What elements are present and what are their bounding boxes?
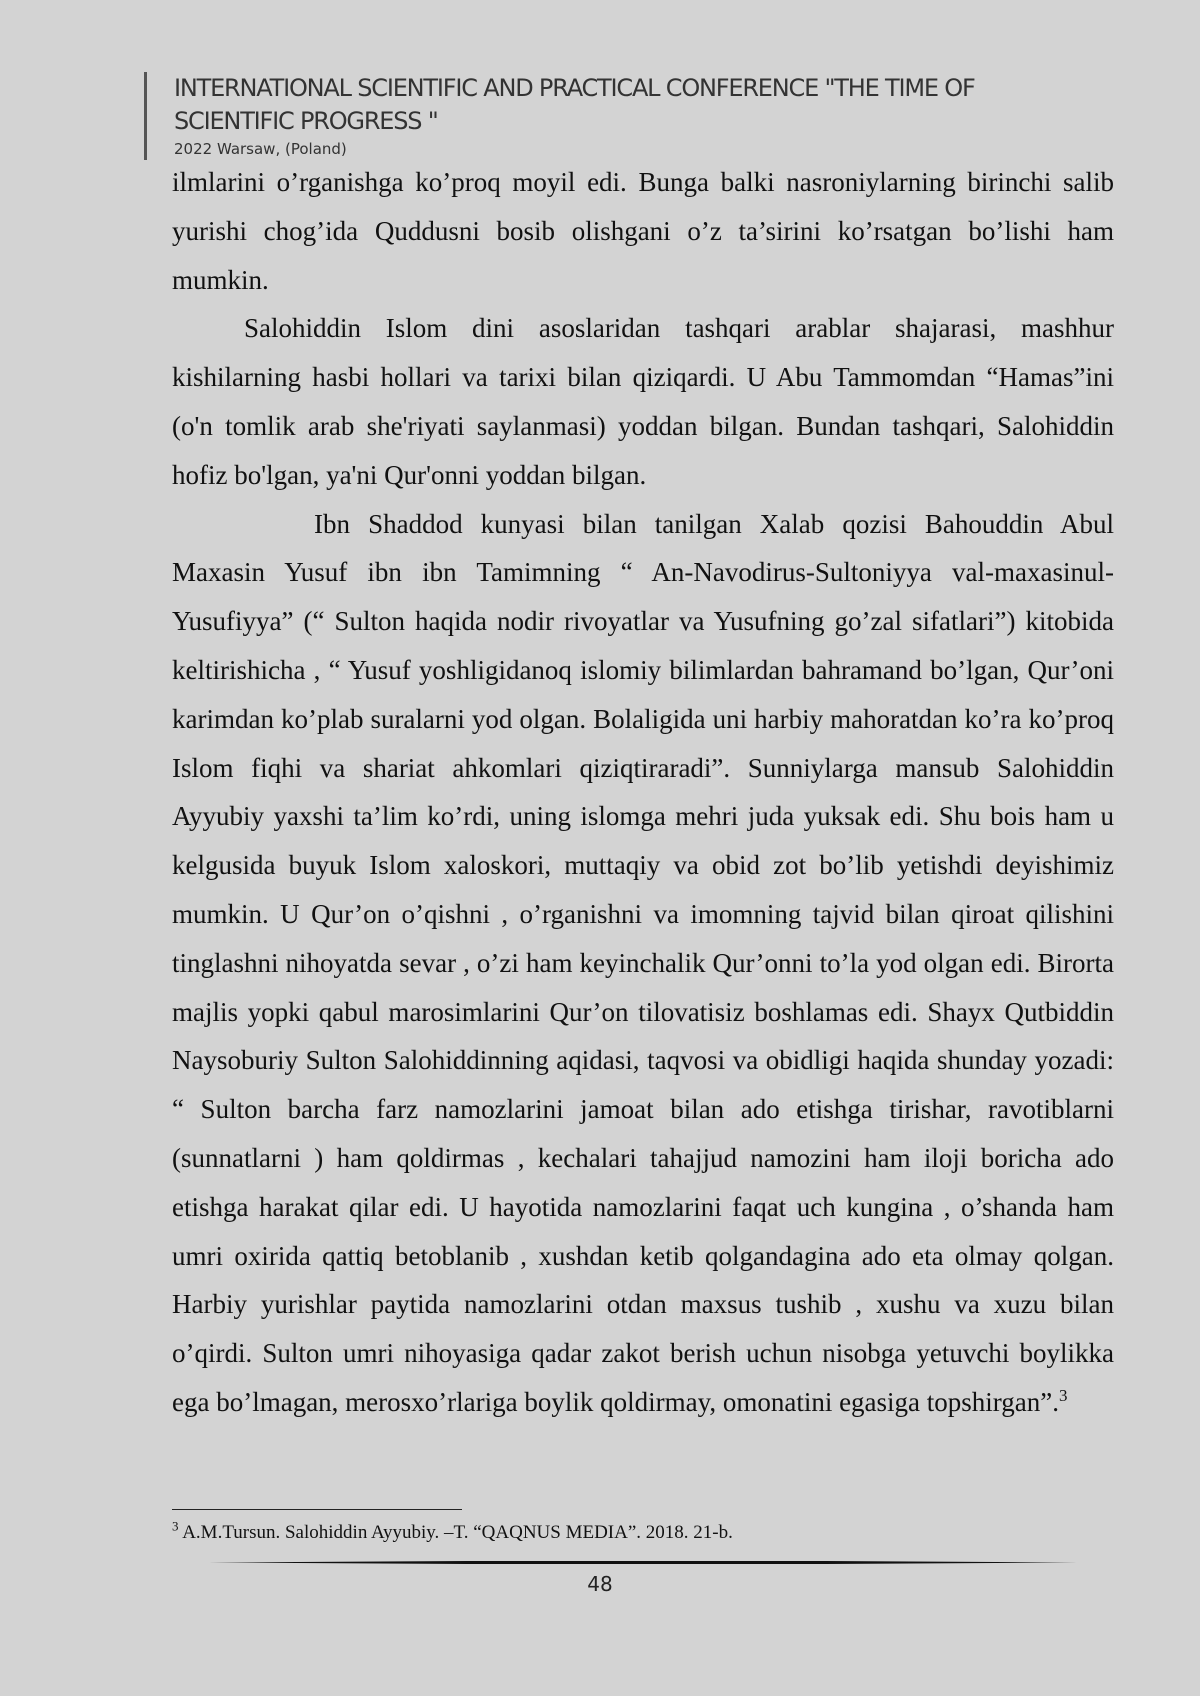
footer-rule <box>208 1560 1078 1565</box>
paragraph-2: Salohiddin Islom dini asoslaridan tashqari arablar shajarasi, mashhur kishilarning hasbi hollari va tarixi bilan qiziqardi. U Abu Tammomdan “Hamas”ini (o'n tomlik arab she'riyati saylanmasi) yoddan bilgan. Bundan tashqari, Salohiddin hofiz bo'lgan, ya'ni Qur'onni yoddan bilgan. <box>172 313 1114 490</box>
footnote-text: A.M.Tursun. Salohiddin Ayyubiy. –T. “QAQNUS MEDIA”. 2018. 21-b. <box>178 1522 733 1543</box>
conference-location: 2022 Warsaw, (Poland) <box>174 140 347 158</box>
paragraph-3-text: Ibn Shaddod kunyasi bilan tanilgan Xalab qozisi Bahouddin Abul Maxasin Yusuf ibn ibn Tamimning “ An-Navodirus-Sultoniyya val-maxasinul-Yusufiyya” (“ Sulton haqida nodir rivoyatlar va Yusufning go’zal sifatlari”) kitobida keltirishicha , “ Yusuf yoshligidanoq islomiy bilimlardan bahramand bo’lgan, Qur’oni karimdan ko’plab suralarni yod olgan. Bolaligida uni harbiy mahoratdan ko’ra ko’proq Islom fiqhi va shariat ahkomlari qiziqtiraradi”. Sunniylarga mansub Salohiddin Ayyubiy yaxshi ta’lim ko’rdi, uning islomga mehri juda yuksak edi. Shu bois ham u kelgusida buyuk Islom xaloskori, muttaqiy va obid zot bo’lib yetishdi deyishimiz mumkin. U Qur’on o’qishni , o’rganishni va imomning tajvid bilan qiroat qilishini tinglashni nihoyatda sevar , o’zi ham keyinchalik Qur’onni to’la yod olgan edi. Birorta majlis yopki qabul marosimlarini Qur’on tilovatisiz boshlamas edi. Shayx Qutbiddin Naysoburiy Sulton Salohiddinning aqidasi, taqvosi va obidligi haqida shunday yozadi: “ Sulton barcha farz namozlarini jamoat bilan ado etishga tirishar, ravotiblarni (sunnatlarni ) ham qoldirmas , kechalari tahajjud namozini ham iloji boricha ado etishga harakat qilar edi. U hayotida namozlarini faqat uch kungina , o’shanda ham umri oxirida qattiq betoblanib , xushdan ketib qolgandagina ado eta olmay qolgan. Harbiy yurishlar paytida namozlarini otdan maxsus tushib , xushu va xuzu bilan o’qirdi. Sulton umri nihoyasiga qadar zakot berish uchun nisobga yetuvchi boylikka ega bo’lmagan, merosxo’rlariga boylik qoldirmay, omonatini egasiga topshirgan”. <box>172 508 1114 1417</box>
paragraph-3 <box>172 500 1114 1427</box>
footnote-reference: 3 <box>1059 1385 1068 1405</box>
footnote <box>172 1520 1072 1546</box>
paragraph-1: ilmlarini o’rganishga ko’proq moyil edi. Bunga balki nasroniylarning birinchi salib yurishi chog’ida Quddusni bosib olishgani o’z ta’sirini ko’rsatgan bo’lishi ham mumkin. <box>172 167 1114 295</box>
article-body <box>172 158 1114 1427</box>
footnote-divider <box>172 1509 462 1510</box>
conference-title: INTERNATIONAL SCIENTIFIC AND PRACTICAL CONFERENCE "THE TIME OF SCIENTIFIC PROGRESS " <box>174 74 975 135</box>
running-header <box>144 72 1074 160</box>
page-number: 48 <box>587 1572 613 1596</box>
footnote-number: 3 <box>172 1518 179 1534</box>
